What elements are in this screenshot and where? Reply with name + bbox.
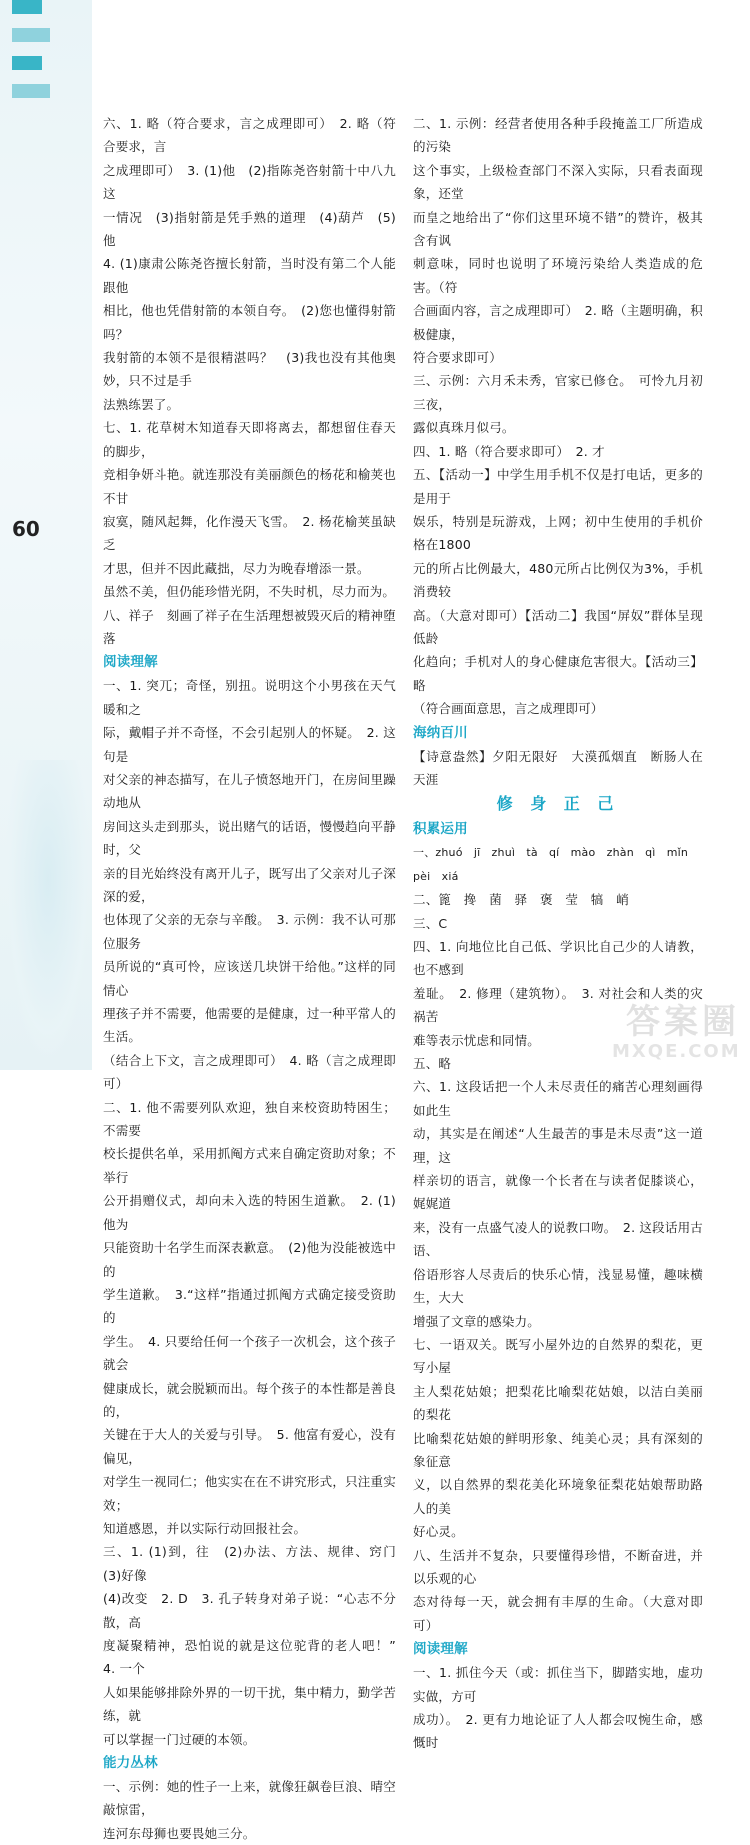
answer-line: （结合上下文，言之成理即可） 4. 略（言之成理即可） (103, 1052, 396, 1092)
answer-line: 一、示例：她的性子一上来，就像狂飙卷巨浪、晴空敲惊雷， (103, 1779, 396, 1818)
answer-line: 相比，他也凭借射箭的本领自夸。 (2)您也懂得射箭吗？ (103, 303, 396, 342)
answer-line: 关键在于大人的关爱与引导。 5. 他富有爱心，没有偏见， (103, 1427, 396, 1466)
answer-line: 人如果能够排除外界的一切干扰，集中精力，勤学苦练，就 (103, 1684, 396, 1724)
answer-line: (4)改变 2. D 3. 孔子转身对弟子说：“心志不分散，高 (103, 1591, 396, 1630)
answer-line: 六、1. 这段话把一个人未尽责任的痛苦心理刻画得如此生 (413, 1079, 703, 1118)
decorative-silhouette-image (4, 760, 92, 1060)
section-heading-reading: 阅读理解 (413, 1641, 468, 1658)
answer-line: 动，其实是在阐述“人生最苦的事是未尽责”这一道理，这 (413, 1126, 703, 1165)
answer-line: 增强了文章的感染力。 (413, 1313, 541, 1329)
pinyin-line: 一、zhuó jī zhuì tà qí mào zhàn qì mǐn (413, 846, 689, 860)
answer-line: 可以掌握一门过硬的本领。 (103, 1731, 256, 1747)
answer-line: 4. (1)康肃公陈尧咨擅长射箭，当时没有第二个人能跟他 (103, 256, 396, 295)
answer-line: 房间这头走到那头，说出赌气的话语，慢慢趋向平静时，父 (103, 818, 396, 858)
section-heading-hainabaichuan: 海纳百川 (413, 724, 468, 741)
decorative-bar-tiles (12, 0, 72, 112)
answer-line: 符合要求即可） (413, 350, 502, 366)
answer-line: 知道感恩，并以实际行动回报社会。 (103, 1520, 307, 1536)
answer-line: 竞相争妍斗艳。就连那没有美丽颜色的杨花和榆荚也不甘 (103, 467, 396, 506)
answer-line: 二、1. 他不需要列队欢迎，独自来校资助特困生；不需要 (103, 1099, 396, 1139)
answer-line: 理孩子并不需要，他需要的是健康，过一种平常人的生活。 (103, 1006, 396, 1045)
watermark-logo (612, 1002, 740, 1062)
answer-line: 三、示例：六月禾未秀，官家已修仓。 可怜九月初三夜， (413, 373, 703, 412)
answer-line: 八、生活并不复杂，只要懂得珍惜，不断奋进，并以乐观的心 (413, 1547, 703, 1586)
answer-line: 寂寞，随风起舞，化作漫天飞雪。 2. 杨花榆荚虽缺乏 (103, 513, 396, 553)
answer-line: 校长提供名单，采用抓阄方式来自确定资助对象；不举行 (103, 1146, 396, 1185)
answer-line: 主人梨花姑娘；把梨花比喻梨花姑娘，以洁白美丽的梨花 (413, 1383, 703, 1423)
answer-line: 我射箭的本领不是很精湛吗？ (3)我也没有其他奥妙，只不过是手 (103, 350, 396, 389)
answer-line: 三、1. (1)到，往 (2)办法、方法、规律、窍门 (3)好像 (103, 1544, 409, 1583)
answer-line: 来，没有一点盛气凌人的说教口吻。 2. 这段话用古语、 (413, 1219, 703, 1259)
answer-line: 公开捐赠仪式，却向未入选的特困生道歉。 2. (1)他为 (103, 1193, 396, 1232)
answer-line: 一情况 (3)指射箭是凭手熟的道理 (4)葫芦 (5)他 (103, 209, 396, 249)
answer-line: 刺意味，同时也说明了环境污染给人类造成的危害。（符 (413, 256, 703, 295)
answer-line: 八、祥子 刻画了祥子在生活理想被毁灭后的精神堕落 (103, 607, 396, 646)
answer-line: 学生。 4. 只要给任何一个孩子一次机会，这个孩子就会 (103, 1333, 396, 1373)
answer-line: 合画面内容，言之成理即可） 2. 略（主题明确，积极健康， (413, 303, 703, 342)
answer-line: 四、1. 略（符合要求即可） 2. 才 (413, 443, 605, 459)
answer-line: （符合画面意思，言之成理即可） (413, 701, 604, 717)
pinyin-line: pèi xiá (413, 869, 459, 883)
answer-line: 对父亲的神态描写，在儿子愤怒地开门，在房间里躁动地从 (103, 771, 396, 811)
answer-line: 五、【活动一】中学生用手机不仅是打电话，更多的是用于 (413, 467, 703, 506)
answer-line: 一、1. 抓住今天（或：抓住当下，脚踏实地，虚功实做，方可 (413, 1665, 703, 1704)
poetry-line: 【诗意盎然】夕阳无限好 大漠孤烟直 断肠人在天涯 (413, 748, 703, 787)
answer-line: 健康成长，就会脱颖而出。每个孩子的本性都是善良的， (103, 1380, 396, 1419)
answer-line: 元的所占比例最大，480元所占比例仅为3%，手机消费较 (413, 560, 703, 600)
answer-line: 四、1. 向地位比自己低、学识比自己少的人请教，也不感到 (413, 939, 703, 978)
right-column (413, 112, 703, 1755)
left-column (103, 112, 409, 1845)
section-heading-reading: 阅读理解 (103, 654, 158, 671)
answer-line: 之成理即可） 3. (1)他 (2)指陈尧咨射箭十中八九这 (103, 162, 396, 202)
answer-line: 才思，但并不因此藏拙，尽力为晚春增添一景。 (103, 560, 370, 576)
answer-line: 一、1. 突兀；奇怪，别扭。说明这个小男孩在天气暖和之 (103, 678, 396, 717)
answer-line: 高。（大意对即可）【活动二】我国“屏奴”群体呈现低龄 (413, 607, 703, 646)
answer-line: 二、篦 搀 菌 驿 褒 莹 犒 峭 (413, 892, 629, 908)
section-heading-ability: 能力丛林 (103, 1755, 158, 1772)
answer-line: 义，以自然界的梨花美化环境象征梨花姑娘帮助路人的美 (413, 1477, 703, 1516)
answer-line: 比喻梨花姑娘的鲜明形象、纯美心灵；具有深刻的象征意 (413, 1430, 703, 1469)
answer-line: 二、1. 示例：经营者使用各种手段掩盖工厂所造成的污染 (413, 116, 703, 155)
answer-line: 虽然不美，但仍能珍惜光阴，不失时机，尽力而为。 (103, 584, 396, 600)
page-number: 60 (12, 517, 40, 541)
answer-line: 羞耻。 2. 修理（建筑物）。 3. 对社会和人类的灾祸苦 (413, 985, 703, 1025)
answer-line: 娱乐，特别是玩游戏，上网；初中生使用的手机价格在1800 (413, 513, 703, 553)
answer-line: 七、1. 花草树木知道春天即将离去，都想留住春天的脚步， (103, 420, 396, 459)
watermark-main-text: 答案圈 (626, 1002, 740, 1042)
answer-line: 法熟练罢了。 (103, 396, 180, 412)
answer-line: 七、一语双关。既写小屋外边的自然界的梨花，更写小屋 (413, 1336, 703, 1376)
answer-line: 员所说的“真可怜，应该送几块饼干给他。”这样的同情心 (103, 959, 396, 998)
answer-line: 三、C (413, 915, 448, 931)
answer-line: 好心灵。 (413, 1524, 464, 1540)
answer-line: 俗语形容人尽责后的快乐心情，浅显易懂，趣味横生，大大 (413, 1266, 703, 1306)
answer-line: 难等表示忧虑和同情。 (413, 1032, 541, 1048)
answer-line: 成功）。 2. 更有力地论证了人人都会叹惋生命，感慨时 (413, 1712, 703, 1751)
answer-line: 亲的目光始终没有离开儿子，既写出了父亲对儿子深深的爱， (103, 865, 396, 904)
answer-line: 化趋向；手机对人的身心健康危害很大。【活动三】略 (413, 654, 703, 693)
answer-line: 连河东母狮也要畏她三分。 (103, 1825, 256, 1841)
answer-line: 际，戴帽子并不奇怪，不会引起别人的怀疑。 2. 这句是 (103, 725, 396, 764)
answer-line: 学生道歉。 3.“这样”指通过抓阄方式确定接受资助的 (103, 1286, 396, 1326)
answer-line: 而皇之地给出了“你们这里环境不错”的赞许，极其含有讽 (413, 209, 703, 249)
answer-line: 样亲切的语言，就像一个长者在与读者促膝谈心，娓娓道 (413, 1173, 703, 1212)
answer-line: 五、略 (413, 1056, 452, 1072)
answer-line: 对学生一视同仁；他实实在在不讲究形式，只注重实效； (103, 1474, 396, 1513)
answer-line: 只能资助十名学生而深表歉意。 (2)他为没能被选中的 (103, 1240, 396, 1279)
watermark-sub-text: MXQE.COM (612, 1041, 741, 1062)
section-heading-accumulate: 积累运用 (413, 821, 468, 838)
answer-line: 六、1. 略（符合要求，言之成理即可） 2. 略（符合要求，言 (103, 116, 396, 155)
answer-line: 这个事实，上级检查部门不深入实际，只看表面现象，还堂 (413, 162, 703, 202)
answer-line: 露似真珠月似弓。 (413, 420, 515, 436)
answer-line: 度凝聚精神，恐怕说的就是这位驼背的老人吧！” 4. 一个 (103, 1638, 409, 1677)
answer-line: 也体现了父亲的无奈与辛酸。 3. 示例：我不认可那位服务 (103, 912, 396, 951)
answer-line: 态对待每一天，就会拥有丰厚的生命。（大意对即可） (413, 1594, 703, 1633)
chapter-title: 修 身 正 己 (496, 794, 620, 814)
